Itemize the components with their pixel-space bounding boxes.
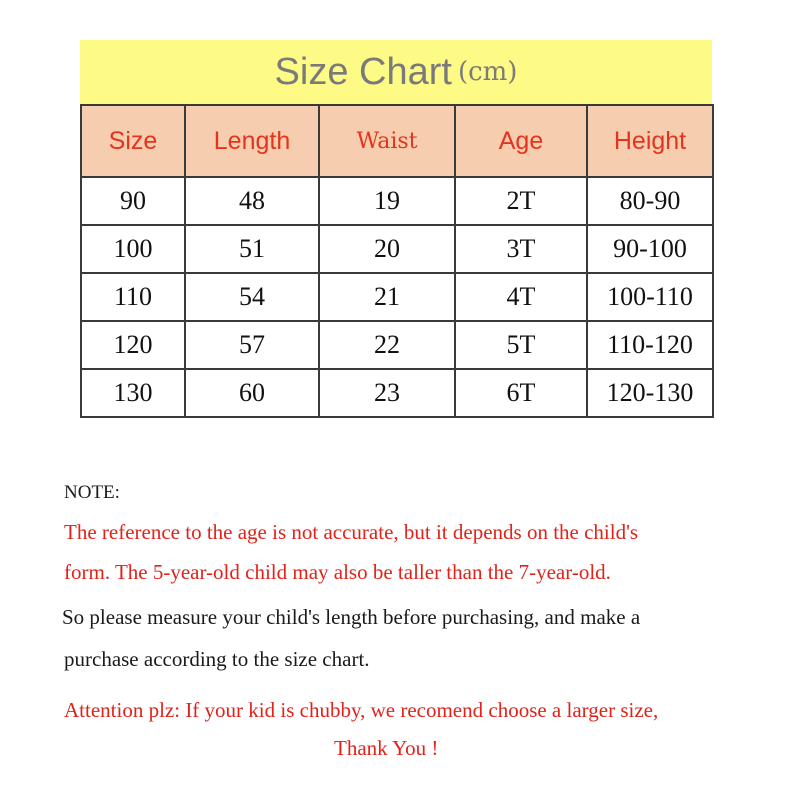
- cell-length: 60: [185, 369, 319, 417]
- cell-length: 48: [185, 177, 319, 225]
- cell-size: 120: [81, 321, 185, 369]
- table-row: [81, 273, 713, 321]
- cell-height: 80-90: [587, 177, 713, 225]
- header-length: Length: [185, 105, 319, 177]
- table-row: [81, 177, 713, 225]
- cell-age: 2T: [455, 177, 587, 225]
- cell-age: 6T: [455, 369, 587, 417]
- header-size: Size: [81, 105, 185, 177]
- table-row: [81, 321, 713, 369]
- table-header-row: [81, 105, 713, 177]
- cell-height: 100-110: [587, 273, 713, 321]
- cell-waist: 19: [319, 177, 455, 225]
- size-table: [80, 104, 714, 418]
- cell-height: 90-100: [587, 225, 713, 273]
- cell-waist: 22: [319, 321, 455, 369]
- note-label: NOTE:: [64, 482, 120, 503]
- cell-size: 110: [81, 273, 185, 321]
- size-chart-title-bar: [80, 40, 712, 104]
- note-age-reference-line: The reference to the age is not accurate, but it depends on the child's: [64, 520, 639, 544]
- cell-waist: 20: [319, 225, 455, 273]
- cell-waist: 23: [319, 369, 455, 417]
- cell-age: 4T: [455, 273, 587, 321]
- cell-height: 110-120: [587, 321, 713, 369]
- cell-height: 120-130: [587, 369, 713, 417]
- cell-size: 100: [81, 225, 185, 273]
- size-chart-unit: (cm): [457, 57, 518, 87]
- cell-size: 130: [81, 369, 185, 417]
- note-age-reference-line-2: form. The 5-year-old child may also be taller than the 7-year-old.: [64, 560, 611, 584]
- header-age: Age: [455, 105, 587, 177]
- note-measure-line-2: purchase according to the size chart.: [64, 647, 370, 671]
- note-thanks: Thank You !: [334, 736, 439, 760]
- header-height: Height: [587, 105, 713, 177]
- header-waist: Waist: [319, 105, 455, 177]
- cell-waist: 21: [319, 273, 455, 321]
- cell-length: 57: [185, 321, 319, 369]
- note-attention-line: Attention plz: If your kid is chubby, we recomend choose a larger size,: [64, 698, 659, 722]
- cell-length: 54: [185, 273, 319, 321]
- size-chart-title: Size Chart: [274, 50, 452, 93]
- cell-age: 5T: [455, 321, 587, 369]
- table-row: [81, 225, 713, 273]
- cell-size: 90: [81, 177, 185, 225]
- cell-length: 51: [185, 225, 319, 273]
- cell-age: 3T: [455, 225, 587, 273]
- note-measure-line: So please measure your child's length before purchasing, and make a: [62, 605, 641, 629]
- table-row: [81, 369, 713, 417]
